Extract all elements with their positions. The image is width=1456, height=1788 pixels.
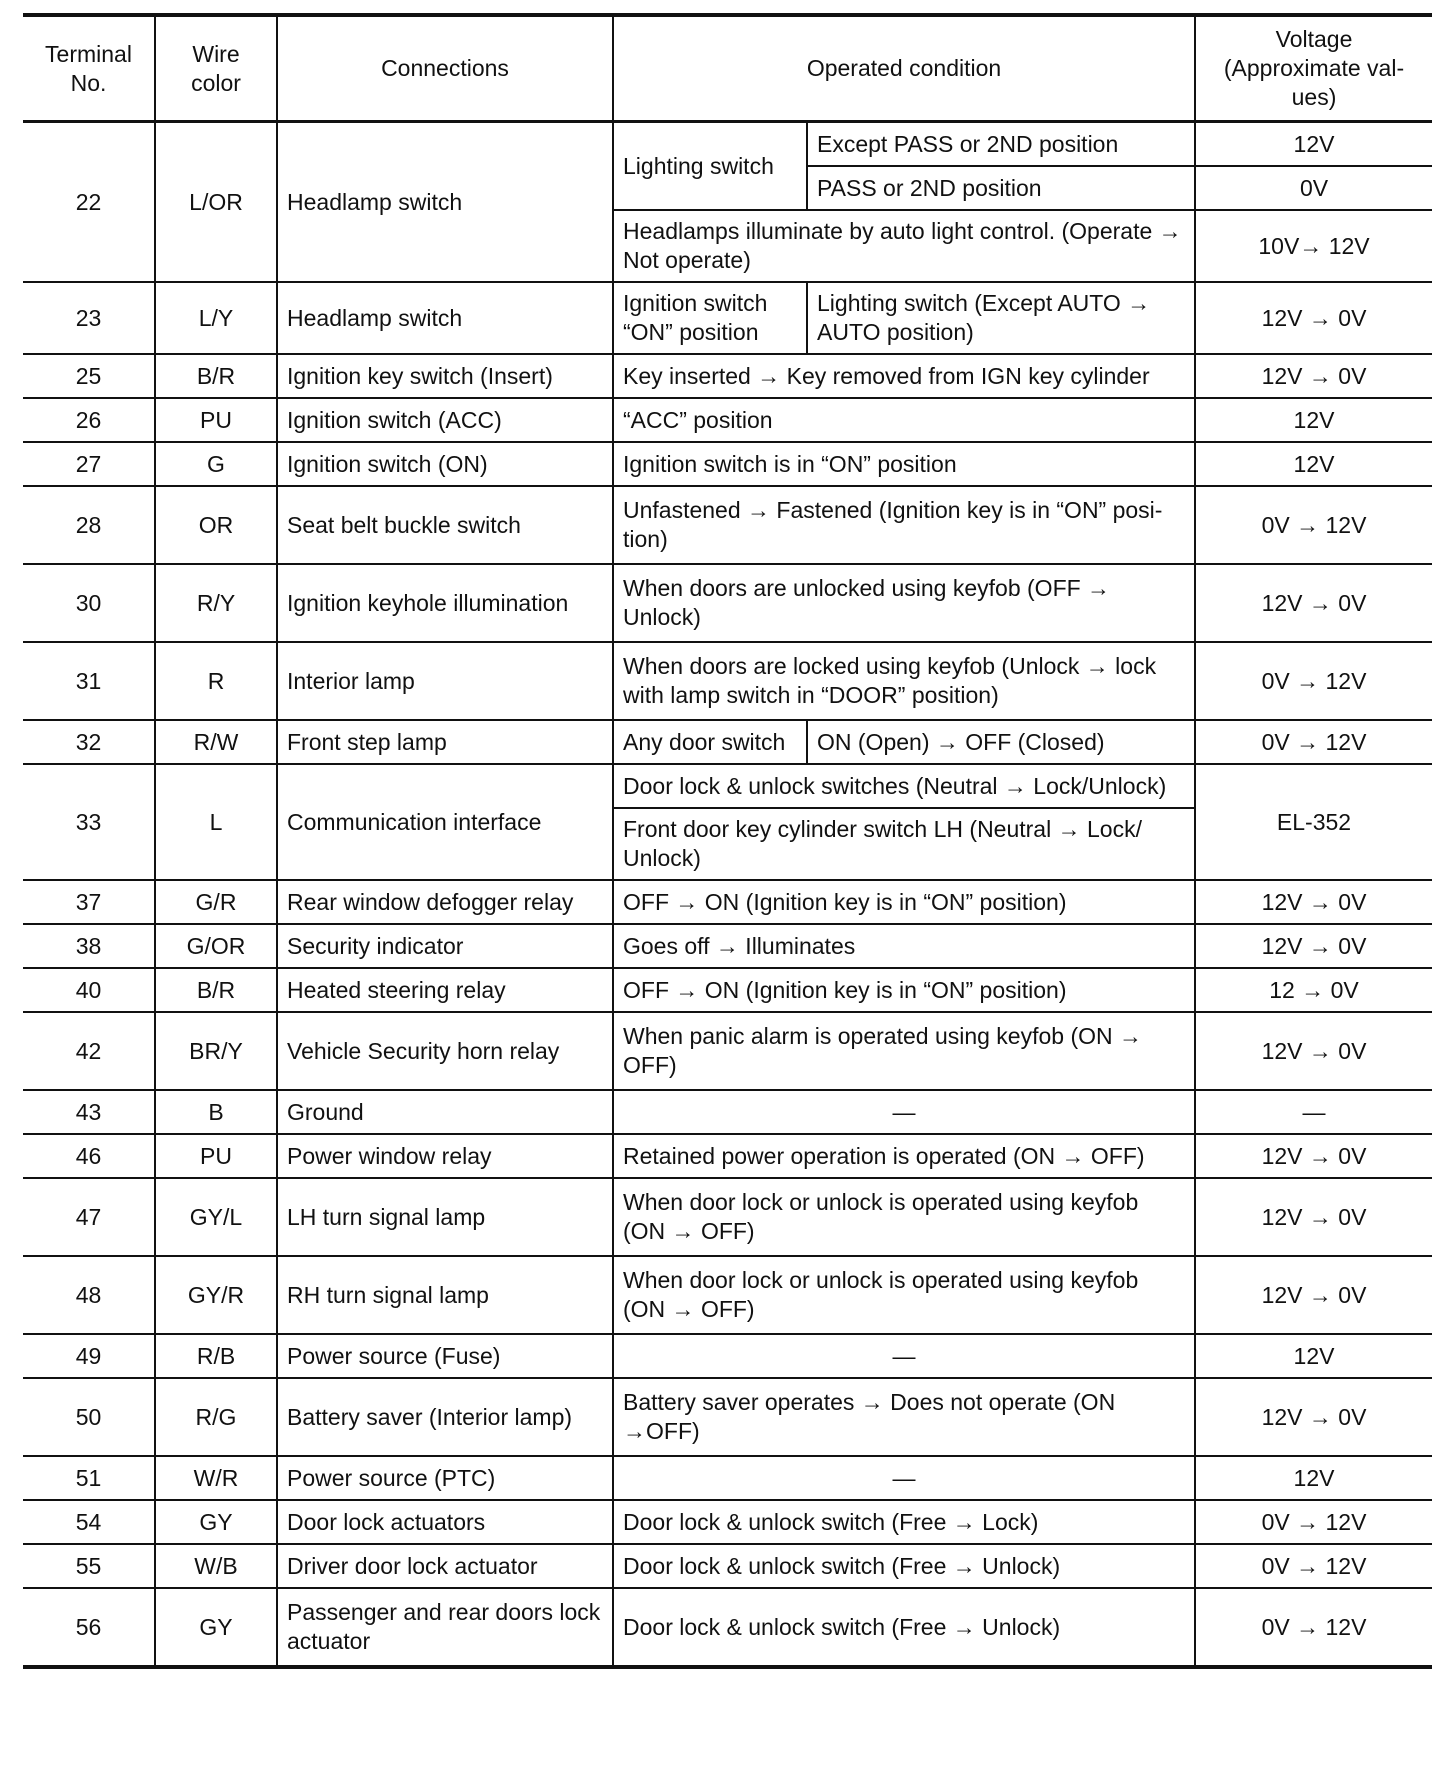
table-row xyxy=(23,1500,1432,1544)
terminal-cell: 22 xyxy=(23,122,155,283)
voltage-cell: 0V → 12V xyxy=(1195,1544,1432,1588)
connection-cell: Passenger and rear doors lock actuator xyxy=(277,1588,613,1667)
table-row xyxy=(23,1544,1432,1588)
condition-cell: OFF → ON (Ignition key is in “ON” position) xyxy=(613,880,1195,924)
connection-cell: Door lock actuators xyxy=(277,1500,613,1544)
table-row xyxy=(23,1090,1432,1134)
table-row xyxy=(23,486,1432,564)
connection-cell: Ground xyxy=(277,1090,613,1134)
table-row xyxy=(23,924,1432,968)
condition-cell: Any door switch xyxy=(613,720,807,764)
wire-color-cell: OR xyxy=(155,486,277,564)
condition-sub-cell: Except PASS or 2ND position xyxy=(807,122,1195,167)
condition-sub-cell: Lighting switch (Except AUTO → AUTO position) xyxy=(807,282,1195,354)
wire-color-cell: B/R xyxy=(155,354,277,398)
voltage-cell: — xyxy=(1195,1090,1432,1134)
voltage-cell: 0V → 12V xyxy=(1195,1500,1432,1544)
terminal-cell: 27 xyxy=(23,442,155,486)
voltage-cell: 12V → 0V xyxy=(1195,564,1432,642)
table-row xyxy=(23,1378,1432,1456)
wire-color-cell: B xyxy=(155,1090,277,1134)
voltage-cell: 12V → 0V xyxy=(1195,354,1432,398)
condition-cell: Ignition switch is in “ON” position xyxy=(613,442,1195,486)
voltage-cell: EL-352 xyxy=(1195,764,1432,880)
terminal-cell: 47 xyxy=(23,1178,155,1256)
wire-color-cell: L xyxy=(155,764,277,880)
terminal-cell: 38 xyxy=(23,924,155,968)
terminal-cell: 23 xyxy=(23,282,155,354)
table-row xyxy=(23,1334,1432,1378)
terminal-cell: 54 xyxy=(23,1500,155,1544)
wire-color-cell: W/R xyxy=(155,1456,277,1500)
terminal-cell: 26 xyxy=(23,398,155,442)
connection-cell: Heated steering relay xyxy=(277,968,613,1012)
condition-cell: When doors are locked using keyfob (Unlock → lock with lamp switch in “DOOR” position) xyxy=(613,642,1195,720)
wire-color-cell: G/R xyxy=(155,880,277,924)
header-connections: Connections xyxy=(277,15,613,122)
wire-color-cell: W/B xyxy=(155,1544,277,1588)
voltage-cell: 12V → 0V xyxy=(1195,282,1432,354)
wire-color-cell: BR/Y xyxy=(155,1012,277,1090)
terminal-cell: 42 xyxy=(23,1012,155,1090)
wire-color-cell: PU xyxy=(155,1134,277,1178)
condition-cell: Door lock & unlock switch (Free → Unlock) xyxy=(613,1588,1195,1667)
table-row xyxy=(23,1012,1432,1090)
condition-cell: When panic alarm is operated using keyfob (ON → OFF) xyxy=(613,1012,1195,1090)
table-row xyxy=(23,282,1432,354)
terminal-cell: 48 xyxy=(23,1256,155,1334)
voltage-cell: 12V → 0V xyxy=(1195,880,1432,924)
voltage-cell: 12 → 0V xyxy=(1195,968,1432,1012)
terminal-cell: 31 xyxy=(23,642,155,720)
condition-cell: When doors are unlocked using keyfob (OFF → Unlock) xyxy=(613,564,1195,642)
voltage-cell: 0V → 12V xyxy=(1195,720,1432,764)
connection-cell: Power window relay xyxy=(277,1134,613,1178)
voltage-cell: 12V xyxy=(1195,122,1432,167)
connection-cell: Ignition switch (ON) xyxy=(277,442,613,486)
condition-cell: Door lock & unlock switches (Neutral → Lock/Unlock) xyxy=(613,764,1195,808)
terminal-cell: 33 xyxy=(23,764,155,880)
header-voltage: Voltage (Approximate val-ues) xyxy=(1195,15,1432,122)
terminal-cell: 30 xyxy=(23,564,155,642)
condition-cell: Door lock & unlock switch (Free → Lock) xyxy=(613,1500,1195,1544)
wire-color-cell: GY/L xyxy=(155,1178,277,1256)
terminal-cell: 56 xyxy=(23,1588,155,1667)
table-row xyxy=(23,1456,1432,1500)
table-row xyxy=(23,642,1432,720)
voltage-cell: 12V → 0V xyxy=(1195,924,1432,968)
header-row xyxy=(23,15,1432,122)
header-terminal: Terminal No. xyxy=(23,15,155,122)
connection-cell: Power source (Fuse) xyxy=(277,1334,613,1378)
voltage-cell: 0V → 12V xyxy=(1195,642,1432,720)
wire-color-cell: G xyxy=(155,442,277,486)
wire-color-cell: R/G xyxy=(155,1378,277,1456)
voltage-cell: 12V → 0V xyxy=(1195,1256,1432,1334)
wire-color-cell: G/OR xyxy=(155,924,277,968)
condition-cell: Unfastened → Fastened (Ignition key is in “ON” posi-tion) xyxy=(613,486,1195,564)
condition-cell: — xyxy=(613,1456,1195,1500)
voltage-cell: 0V → 12V xyxy=(1195,1588,1432,1667)
table-row xyxy=(23,720,1432,764)
connection-cell: Rear window defogger relay xyxy=(277,880,613,924)
table-row xyxy=(23,122,1432,167)
condition-cell: Retained power operation is operated (ON → OFF) xyxy=(613,1134,1195,1178)
table-row xyxy=(23,354,1432,398)
voltage-cell: 0V xyxy=(1195,166,1432,210)
connection-cell: Communication interface xyxy=(277,764,613,880)
connection-cell: Battery saver (Interior lamp) xyxy=(277,1378,613,1456)
voltage-cell: 12V → 0V xyxy=(1195,1134,1432,1178)
condition-cell: When door lock or unlock is operated using keyfob (ON → OFF) xyxy=(613,1178,1195,1256)
condition-cell: Headlamps illuminate by auto light control. (Operate → Not operate) xyxy=(613,210,1195,282)
terminal-cell: 51 xyxy=(23,1456,155,1500)
condition-sub-cell: PASS or 2ND position xyxy=(807,166,1195,210)
terminal-cell: 49 xyxy=(23,1334,155,1378)
connection-cell: Ignition key switch (Insert) xyxy=(277,354,613,398)
terminal-cell: 28 xyxy=(23,486,155,564)
header-operated-condition: Operated condition xyxy=(613,15,1195,122)
terminal-cell: 55 xyxy=(23,1544,155,1588)
connection-cell: Headlamp switch xyxy=(277,282,613,354)
connection-cell: Seat belt buckle switch xyxy=(277,486,613,564)
connection-cell: Ignition keyhole illumination xyxy=(277,564,613,642)
table-row xyxy=(23,968,1432,1012)
wire-color-cell: B/R xyxy=(155,968,277,1012)
terminal-cell: 46 xyxy=(23,1134,155,1178)
terminal-cell: 32 xyxy=(23,720,155,764)
condition-cell: “ACC” position xyxy=(613,398,1195,442)
terminal-cell: 43 xyxy=(23,1090,155,1134)
condition-cell: Battery saver operates → Does not operate (ON →OFF) xyxy=(613,1378,1195,1456)
condition-cell: — xyxy=(613,1090,1195,1134)
connection-cell: Front step lamp xyxy=(277,720,613,764)
voltage-cell: 0V → 12V xyxy=(1195,486,1432,564)
condition-cell: OFF → ON (Ignition key is in “ON” position) xyxy=(613,968,1195,1012)
connection-cell: Security indicator xyxy=(277,924,613,968)
condition-sub-cell: ON (Open) → OFF (Closed) xyxy=(807,720,1195,764)
wire-color-cell: R/Y xyxy=(155,564,277,642)
condition-cell: When door lock or unlock is operated using keyfob (ON → OFF) xyxy=(613,1256,1195,1334)
voltage-cell: 12V → 0V xyxy=(1195,1012,1432,1090)
wire-color-cell: GY/R xyxy=(155,1256,277,1334)
connection-cell: Headlamp switch xyxy=(277,122,613,283)
terminal-cell: 40 xyxy=(23,968,155,1012)
connection-cell: Interior lamp xyxy=(277,642,613,720)
table-row xyxy=(23,1256,1432,1334)
voltage-cell: 12V → 0V xyxy=(1195,1178,1432,1256)
wire-color-cell: L/Y xyxy=(155,282,277,354)
table-row xyxy=(23,564,1432,642)
table-row xyxy=(23,1588,1432,1667)
voltage-cell: 12V xyxy=(1195,1334,1432,1378)
voltage-cell: 12V xyxy=(1195,1456,1432,1500)
condition-cell: Door lock & unlock switch (Free → Unlock) xyxy=(613,1544,1195,1588)
table-row xyxy=(23,1134,1432,1178)
voltage-cell: 12V xyxy=(1195,442,1432,486)
wire-color-cell: PU xyxy=(155,398,277,442)
condition-cell: Front door key cylinder switch LH (Neutral → Lock/ Unlock) xyxy=(613,808,1195,880)
connection-cell: Vehicle Security horn relay xyxy=(277,1012,613,1090)
condition-cell: Lighting switch xyxy=(613,122,807,211)
voltage-cell: 12V xyxy=(1195,398,1432,442)
connection-cell: Ignition switch (ACC) xyxy=(277,398,613,442)
wire-color-cell: GY xyxy=(155,1500,277,1544)
terminal-cell: 37 xyxy=(23,880,155,924)
table-row xyxy=(23,442,1432,486)
terminal-cell: 25 xyxy=(23,354,155,398)
condition-cell: Goes off → Illuminates xyxy=(613,924,1195,968)
condition-cell: Ignition switch “ON” position xyxy=(613,282,807,354)
wire-color-cell: GY xyxy=(155,1588,277,1667)
condition-cell: — xyxy=(613,1334,1195,1378)
condition-cell: Key inserted → Key removed from IGN key cylinder xyxy=(613,354,1195,398)
terminal-table xyxy=(23,13,1432,1669)
wire-color-cell: R/B xyxy=(155,1334,277,1378)
connection-cell: LH turn signal lamp xyxy=(277,1178,613,1256)
terminal-cell: 50 xyxy=(23,1378,155,1456)
table-row xyxy=(23,1178,1432,1256)
connection-cell: Driver door lock actuator xyxy=(277,1544,613,1588)
connection-cell: RH turn signal lamp xyxy=(277,1256,613,1334)
table-row xyxy=(23,764,1432,808)
table-row xyxy=(23,880,1432,924)
header-wire-color: Wire color xyxy=(155,15,277,122)
connection-cell: Power source (PTC) xyxy=(277,1456,613,1500)
wire-color-cell: R/W xyxy=(155,720,277,764)
voltage-cell: 10V→ 12V xyxy=(1195,210,1432,282)
wire-color-cell: R xyxy=(155,642,277,720)
table-row xyxy=(23,398,1432,442)
voltage-cell: 12V → 0V xyxy=(1195,1378,1432,1456)
wire-color-cell: L/OR xyxy=(155,122,277,283)
